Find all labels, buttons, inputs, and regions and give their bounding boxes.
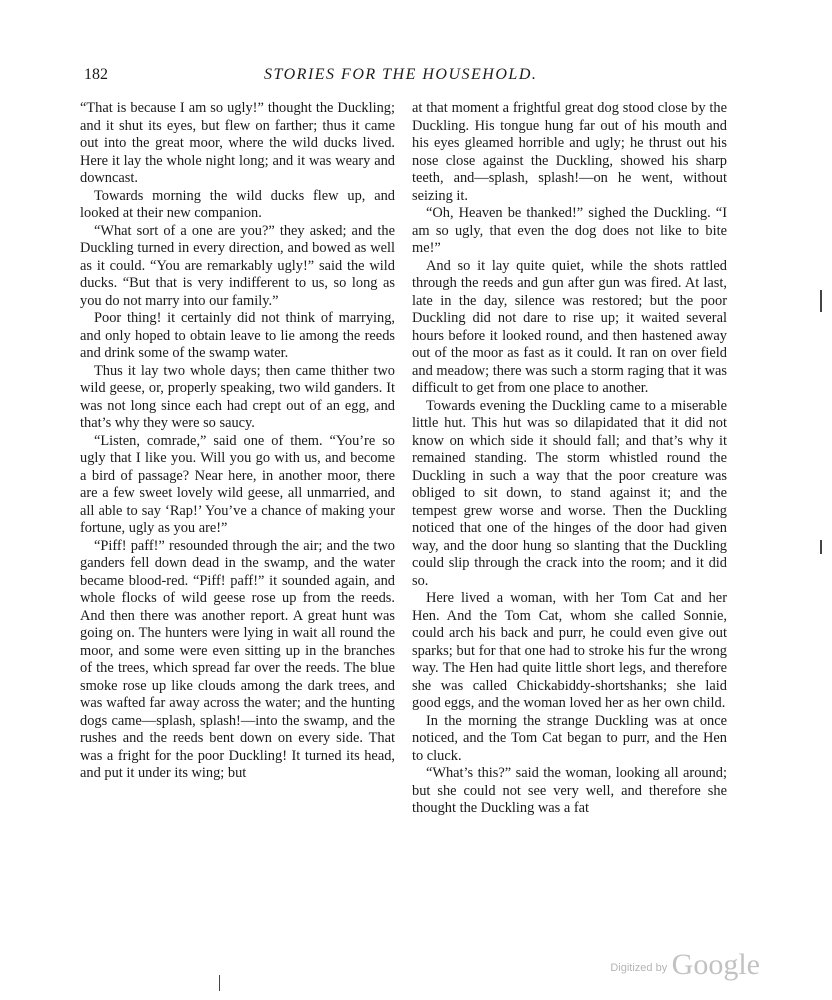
paragraph: Towards evening the Duckling came to a miserable little hut. This hut was so dilapidated that it did not know on which side it should fall; and that’s why it remained standing. The storm whistled round the Duckling in such a way that the poor creature was obliged to sit down, to stand against it; and the tempest grew worse and worse. Then the Duckling noticed that one of the hinges of the door had given way, and the door hung so slanting that the Duckling could slip through the crack into the room; and it did so.	[412, 397, 727, 589]
paragraph: “Oh, Heaven be thanked!” sighed the Duckling. “I am so ugly, that even the dog does not like to bite me!”	[412, 205, 727, 256]
paragraph: at that moment a frightful great dog stood close by the Duckling. His tongue hung far out of his mouth and his eyes gleamed horrible and ugly; he thrust out his nose close against the Duckling, showed his sharp teeth, and—splash, splash!—on he went, without seizing it.	[412, 100, 727, 204]
paragraph: “That is because I am so ugly!” thought the Duckling; and it shut its eyes, but flew on farther; thus it came out into the great moor, where the wild ducks lived. Here it lay the whole night long; and it was weary and downcast.	[80, 100, 395, 186]
paragraph: “What’s this?” said the woman, looking all around; but she could not see very well, and therefore she thought the Duckling was a fat	[412, 765, 727, 816]
paragraph: Here lived a woman, with her Tom Cat and her Hen. And the Tom Cat, whom she called Sonnie, could arch his back and purr, he could even give out sparks; but for that one had to stroke his fur the wrong way. The Hen had quite little short legs, and therefore she was called Chickabiddy-shortshanks; she laid good eggs, and the woman loved her as her own child.	[412, 590, 727, 711]
paragraph: Towards morning the wild ducks flew up, and looked at their new companion.	[80, 187, 395, 221]
left-column	[80, 100, 395, 783]
paragraph: “Piff! paff!” resounded through the air; and the two ganders fell down dead in the swamp, and the water became blood-red. “Piff! paff!” it sounded again, and whole flocks of wild geese rose up from the reeds. And then there was another report. A great hunt was going on. The hunters were lying in wait all round the moor, and some were even sitting up in the branches of the trees, which spread far over the reeds. The blue smoke rose up like clouds among the dark trees, and was wafted far away across the water; and the hunting dogs came—splash, splash!—into the swamp, and the rushes and the reeds bent down on every side. That was a fright for the poor Duckling! It turned its head, and put it under its wing; but	[80, 537, 395, 781]
paragraph: “Listen, comrade,” said one of them. “You’re so ugly that I like you. Will you go with us, and become a bird of passage? Near here, in another moor, there are a few sweet lovely wild geese, all unmarried, and all able to say ‘Rap!’ You’ve a chance of making your fortune, ugly as you are!”	[80, 432, 395, 536]
margin-mark	[820, 290, 822, 312]
paragraph: In the morning the strange Duckling was at once noticed, and the Tom Cat began to purr, and the Hen to cluck.	[412, 712, 727, 764]
page-number: 182	[84, 66, 108, 83]
watermark-prefix: Digitized by	[610, 962, 668, 974]
paragraph: “What sort of a one are you?” they asked; and the Duckling turned in every direction, and bowed as well as it could. “You are remarkably ugly!” said the wild ducks. “But that is very indifferent to us, so long as you do not marry into our family.”	[80, 222, 395, 309]
margin-mark	[219, 975, 220, 991]
paragraph: Poor thing! it certainly did not think of marrying, and only hoped to obtain leave to lie among the reeds and drink some of the swamp water.	[80, 310, 395, 361]
paragraph: Thus it lay two whole days; then came thither two wild geese, or, properly speaking, two wild ganders. It was not long since each had crept out of an egg, and that’s why they were so saucy.	[80, 362, 395, 431]
page-header	[84, 66, 744, 90]
margin-mark	[820, 540, 822, 554]
running-title: STORIES FOR THE HOUSEHOLD.	[264, 66, 538, 83]
digitized-watermark	[610, 948, 760, 982]
right-column	[412, 100, 727, 818]
google-logo: Google	[671, 948, 760, 981]
paragraph: And so it lay quite quiet, while the shots rattled through the reeds and gun after gun was fired. At last, late in the day, silence was restored; but the poor Duckling did not dare to rise up; it waited several hours before it looked round, and then hastened away out of the moor as fast as it could. It ran on over field and meadow; there was such a storm raging that it was difficult to get from one place to another.	[412, 257, 727, 396]
